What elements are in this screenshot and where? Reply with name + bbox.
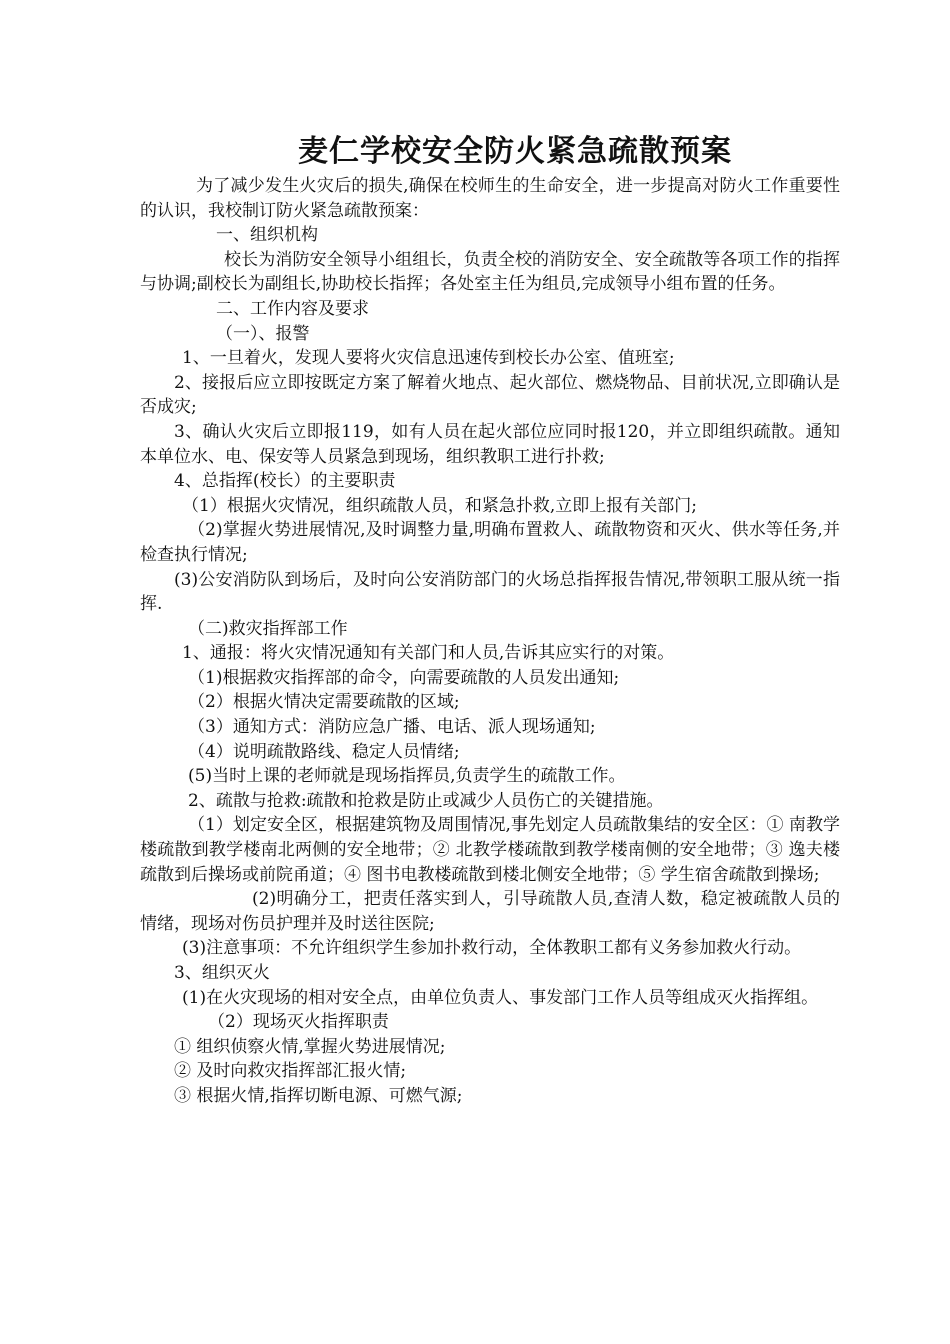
document-title: 麦仁学校安全防火紧急疏散预案 bbox=[298, 134, 732, 169]
list-item: （1)根据救灾指挥部的命令，向需要疏散的人员发出通知; bbox=[188, 667, 620, 688]
subsection-heading: （一）、报警 bbox=[216, 323, 310, 344]
list-item: （3）通知方式：消防应急广播、电话、派人现场通知; bbox=[188, 717, 596, 738]
list-item: （1）根据火灾情况，组织疏散人员，和紧急扑救,立即上报有关部门; bbox=[182, 495, 697, 516]
list-item: (3)公安消防队到场后，及时向公安消防部门的火场总指挥报告情况,带领职工服从统一指挥. bbox=[140, 569, 840, 615]
list-item: （1）划定安全区，根据建筑物及周围情况,事先划定人员疏散集结的安全区：① 南教学楼疏散到教学楼南北两侧的安全地带；② 北教学楼疏散到教学楼南侧的安全地带；③ 逸夫楼疏散到后操场或前院甬道；④ 图书电教楼疏散到楼北侧安全地带；⑤ 学生宿舍疏散到操场; bbox=[140, 815, 840, 885]
list-item: 4、总指挥(校长）的主要职责 bbox=[174, 471, 396, 492]
intro-paragraph: 为了减少发生火灾后的损失,确保在校师生的生命安全，进一步提高对防火工作重要性的认识，我校制订防火紧急疏散预案： bbox=[140, 176, 840, 221]
list-item: (1)在火灾现场的相对安全点，由单位负责人、事发部门工作人员等组成灭火指挥组。 bbox=[182, 987, 819, 1008]
subsection-heading: （二)救灾指挥部工作 bbox=[188, 618, 348, 639]
list-item: 1、一旦着火，发现人要将火灾信息迅速传到校长办公室、值班室; bbox=[182, 348, 675, 369]
list-item: ① 组织侦察火情,掌握火势进展情况; bbox=[174, 1036, 446, 1057]
list-item: (5)当时上课的老师就是现场指挥员,负责学生的疏散工作。 bbox=[188, 766, 626, 787]
section-heading: 二、工作内容及要求 bbox=[216, 298, 369, 319]
list-item: （2）现场灭火指挥职责 bbox=[208, 1012, 389, 1033]
section-heading: 一、组织机构 bbox=[216, 225, 318, 246]
paragraph: 校长为消防安全领导小组组长，负责全校的消防安全、安全疏散等各项工作的指挥与协调;副校长为副组长,协助校长指挥；各处室主任为组员,完成领导小组布置的任务。 bbox=[140, 249, 840, 295]
list-item: 3、组织灭火 bbox=[174, 963, 270, 983]
list-item: （2)掌握火势进展情况,及时调整力量,明确布置救人、疏散物资和灭火、供水等任务,并检查执行情况; bbox=[140, 520, 840, 565]
list-item: (2)明确分工，把责任落实到人，引导疏散人员,查清人数，稳定被疏散人员的情绪，现场对伤员护理并及时送往医院; bbox=[140, 889, 840, 934]
list-item: 1、通报：将火灾情况通知有关部门和人员,告诉其应实行的对策。 bbox=[182, 643, 675, 664]
list-item: （2）根据火情决定需要疏散的区域; bbox=[188, 692, 460, 713]
document-body bbox=[140, 174, 840, 1109]
list-item: 2、接报后应立即按既定方案了解着火地点、起火部位、燃烧物品、目前状况,立即确认是否成灾; bbox=[140, 372, 840, 418]
list-item: ③ 根据火情,指挥切断电源、可燃气源; bbox=[174, 1085, 463, 1106]
list-item: (3)注意事项：不允许组织学生参加扑救行动，全体教职工都有义务参加救火行动。 bbox=[182, 938, 802, 959]
list-item: （4）说明疏散路线、稳定人员情绪; bbox=[188, 741, 460, 762]
list-item: 3、确认火灾后立即报119，如有人员在起火部位应同时报120，并立即组织疏散。通知本单位水、电、保安等人员紧急到现场，组织教职工进行扑救; bbox=[140, 421, 840, 467]
list-item: ② 及时向救灾指挥部汇报火情; bbox=[174, 1061, 407, 1082]
list-item: 2、疏散与抢救:疏散和抢救是防止或减少人员伤亡的关键措施。 bbox=[188, 790, 664, 811]
